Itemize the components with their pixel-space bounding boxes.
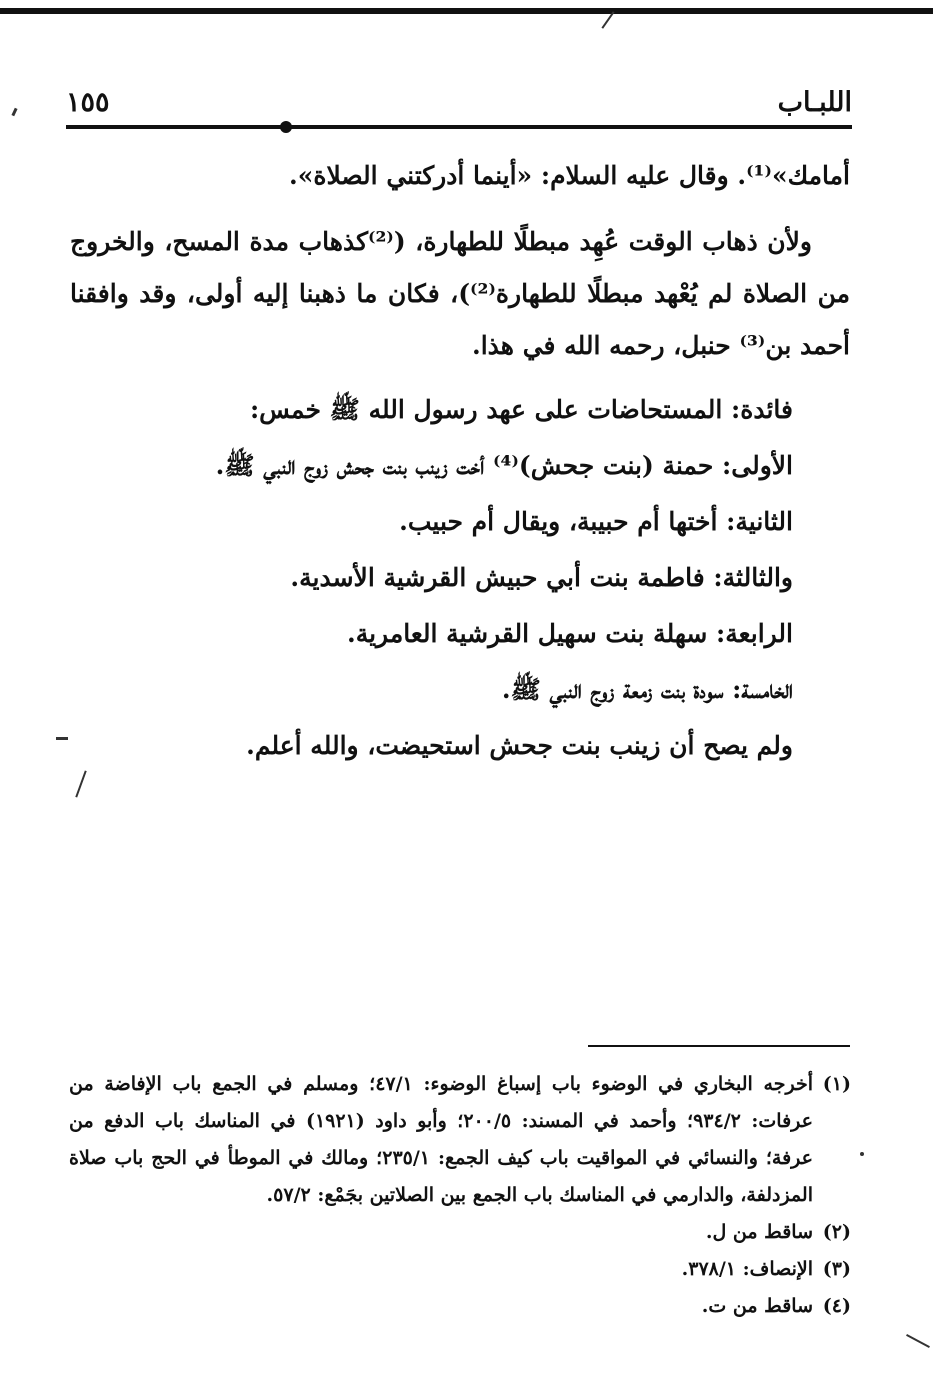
footnote xyxy=(69,1214,851,1251)
footnote-number: (٢) xyxy=(822,1221,851,1243)
footnote-text: أخرجه البخاري في الوضوء باب إسباغ الوضوء: ٤٧/١؛ ومسلم في الجمع باب الإفاضة من عرفات: ٩٣٤/٢؛ وأحمد في المسند: ٢٠٠/٥؛ وأبو داود (١٩٢١) في المناسك باب الدفع من عرفة؛ والنسائي في المواقيت باب كيف الجمع: ٢٣٥/١؛ ومالك في الموطأ في الحج باب صلاة المزدلفة، والدارمي في المناسك باب الجمع بين الصلاتين بجَمْع: ٥٧/٢. xyxy=(69,1073,813,1206)
scan-speck xyxy=(906,1334,930,1348)
header-rule xyxy=(66,125,852,129)
list-line: والثالثة: فاطمة بنت أبي حبيش القرشية الأسدية. xyxy=(290,563,793,592)
scan-speck xyxy=(56,737,68,740)
footnote-number: (٤) xyxy=(822,1295,851,1317)
scan-speck xyxy=(11,108,17,117)
footnote-number: (١) xyxy=(822,1073,851,1095)
footnotes xyxy=(69,1066,851,1325)
scan-speck xyxy=(860,1152,864,1156)
footnote xyxy=(69,1251,851,1288)
header-rule-dot xyxy=(280,121,292,133)
list-line: الثانية: أختها أم حبيبة، ويقال أم حبيب. xyxy=(399,507,793,536)
list-line: الأولى: حمنة (بنت جحش)⁽⁴⁾ أخت زينب بنت جحش زوج النبي ﷺ. xyxy=(215,451,793,480)
footnote xyxy=(69,1066,851,1214)
footnote-text: الإنصاف: ٣٧٨/١. xyxy=(681,1258,813,1280)
footnote-text: ساقط من ل. xyxy=(705,1221,813,1243)
footnote xyxy=(69,1288,851,1325)
page-number: ١٥٥ xyxy=(66,86,110,118)
footnote-number: (٣) xyxy=(822,1258,851,1280)
paragraph-1: أمامك»⁽¹⁾. وقال عليه السلام: «أينما أدركتني الصلاة». xyxy=(289,161,850,190)
list-line: الخامسة: سودة بنت زمعة زوج النبي ﷺ. xyxy=(501,675,793,704)
list-line: ولم يصح أن زينب بنت جحش استحيضت، والله أعلم. xyxy=(246,731,793,760)
scan-speck xyxy=(75,771,86,798)
footnote-rule xyxy=(588,1045,850,1047)
scan-top-border xyxy=(0,8,933,14)
mustahadat-list xyxy=(93,382,793,774)
list-line: الرابعة: سهلة بنت سهيل القرشية العامرية. xyxy=(346,619,793,648)
list-line: فائدة: المستحاضات على عهد رسول الله ﷺ خمس: xyxy=(249,395,793,424)
book-title: اللبـاب xyxy=(777,86,852,118)
footnote-text: ساقط من ت. xyxy=(701,1295,813,1317)
page-header xyxy=(66,80,852,124)
paragraph-2: ولأن ذهاب الوقت عُهِد مبطلًا للطهارة، (⁽²⁾كذهاب مدة المسح، والخروج من الصلاة لم يُعْهد مبطلًا للطهارة⁽²⁾)، فكان ما ذهبنا إليه أولى، وقد وافقنا أحمد بن⁽³⁾ حنبل، رحمه الله في هذا. xyxy=(70,227,851,360)
